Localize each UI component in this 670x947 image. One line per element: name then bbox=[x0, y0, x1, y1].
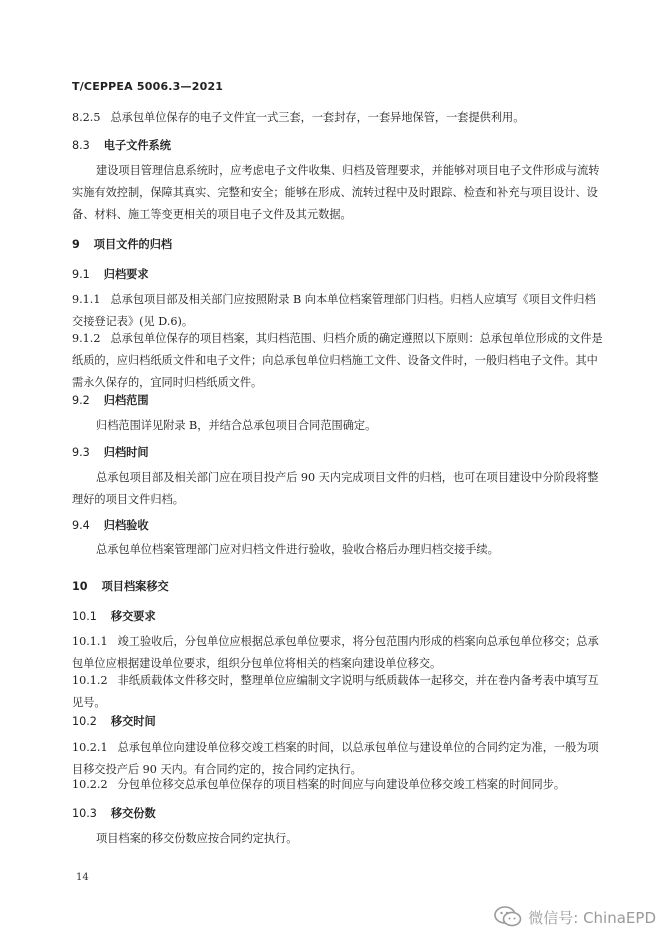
paragraph-9-2: 归档范围详见附录 B，并结合总承包项目合同范围确定。 bbox=[96, 419, 377, 432]
heading-9-3 bbox=[72, 444, 149, 460]
wechat-icon bbox=[494, 906, 522, 928]
paragraph-9-4: 总承包单位档案管理部门应对归档文件进行验收，验收合格后办理归档交接手续。 bbox=[96, 543, 499, 556]
clause-10-2-2 bbox=[72, 774, 605, 796]
clause-text: 总承包单位保存的电子文件宜一式三套，一套封存，一套异地保管，一套提供利用。 bbox=[110, 111, 525, 124]
paragraph-8-3: 建设项目管理信息系统时，应考虑电子文件收集、归档及管理要求，并能够对项目电子文件形成与流转实施有效控制，保障其真实、完整和安全；能够在形成、流转过程中及时跟踪、检查和补充与项目设计、设备、材料、施工等变更相关的项目电子文件及其元数据。 bbox=[72, 164, 600, 221]
heading-10 bbox=[72, 578, 169, 594]
heading-title: 归档要求 bbox=[103, 268, 149, 281]
clause-8-2-5 bbox=[72, 107, 605, 129]
heading-8-3 bbox=[72, 137, 171, 153]
document-code: T/CEPPEA 5006.3—2021 bbox=[72, 80, 224, 93]
clause-number: 10.2.1 bbox=[72, 741, 108, 754]
heading-9 bbox=[72, 236, 172, 252]
clause-number: 9.1.1 bbox=[72, 293, 101, 306]
clause-number: 8.2.5 bbox=[72, 111, 101, 124]
heading-title: 电子文件系统 bbox=[103, 139, 171, 152]
clause-text: 分包单位移交总承包单位保存的项目档案的时间应与向建设单位移交竣工档案的时间同步。 bbox=[117, 778, 566, 791]
heading-9-1 bbox=[72, 266, 149, 282]
clause-text: 总承包单位向建设单位移交竣工档案的时间，以总承包单位与建设单位的合同约定为准，一般为项目移交投产后 90 天内。有合同约定的，按合同约定执行。 bbox=[72, 741, 599, 776]
heading-number: 9.1 bbox=[72, 268, 90, 281]
paragraph-10-3: 项目档案的移交份数应按合同约定执行。 bbox=[96, 832, 298, 845]
clause-number: 10.1.1 bbox=[72, 635, 108, 648]
heading-9-2 bbox=[72, 392, 149, 408]
clause-number: 9.1.2 bbox=[72, 332, 101, 345]
heading-number: 10.2 bbox=[72, 715, 97, 728]
heading-number: 10.3 bbox=[72, 807, 97, 820]
heading-9-4 bbox=[72, 517, 149, 533]
heading-10-2 bbox=[72, 713, 156, 729]
heading-title: 移交份数 bbox=[110, 807, 156, 820]
clause-number: 10.2.2 bbox=[72, 778, 108, 791]
clause-9-1-1 bbox=[72, 289, 605, 333]
heading-number: 9.2 bbox=[72, 394, 90, 407]
paragraph-9-3: 总承包项目部及相关部门应在项目投产后 90 天内完成项目文件的归档，也可在项目建设中分阶段将整理好的项目文件归档。 bbox=[72, 471, 599, 506]
heading-title: 归档范围 bbox=[103, 394, 149, 407]
heading-title: 移交要求 bbox=[110, 610, 156, 623]
page-number: 14 bbox=[76, 872, 89, 883]
clause-text: 非纸质载体文件移交时，整理单位应编制文字说明与纸质载体一起移交，并在卷内备考表中填写互见号。 bbox=[72, 674, 599, 709]
clause-9-1-2 bbox=[72, 328, 605, 394]
heading-number: 9.4 bbox=[72, 519, 90, 532]
heading-10-3 bbox=[72, 805, 156, 821]
clause-text: 总承包单位保存的项目档案，其归档范围、归档介质的确定遵照以下原则：总承包单位形成的文件是纸质的，应归档纸质文件和电子文件；向总承包单位归档施工文件、设备文件时，一般归档电子文件。其中需永久保存的，宜同时归档纸质文件。 bbox=[72, 332, 603, 389]
watermark-text: 微信号: ChinaEPD bbox=[528, 908, 656, 927]
clause-text: 总承包项目部及相关部门应按照附录 B 向本单位档案管理部门归档。归档人应填写《项目文件归档交接登记表》(见 D.6)。 bbox=[72, 293, 596, 328]
heading-number: 10 bbox=[72, 580, 88, 593]
heading-number: 10.1 bbox=[72, 610, 97, 623]
heading-title: 项目文件的归档 bbox=[93, 238, 173, 251]
clause-10-1-1 bbox=[72, 631, 605, 675]
clause-10-1-2 bbox=[72, 670, 605, 714]
heading-title: 归档验收 bbox=[103, 519, 149, 532]
heading-title: 移交时间 bbox=[110, 715, 156, 728]
heading-number: 9 bbox=[72, 238, 80, 251]
heading-number: 8.3 bbox=[72, 139, 90, 152]
heading-10-1 bbox=[72, 608, 156, 624]
watermark bbox=[494, 906, 656, 928]
heading-title: 项目档案移交 bbox=[101, 580, 169, 593]
heading-number: 9.3 bbox=[72, 446, 90, 459]
clause-number: 10.1.2 bbox=[72, 674, 108, 687]
heading-title: 归档时间 bbox=[103, 446, 149, 459]
clause-text: 竣工验收后，分包单位应根据总承包单位要求，将分包范围内形成的档案向总承包单位移交；总承包单位应根据建设单位要求，组织分包单位将相关的档案向建设单位移交。 bbox=[72, 635, 599, 670]
